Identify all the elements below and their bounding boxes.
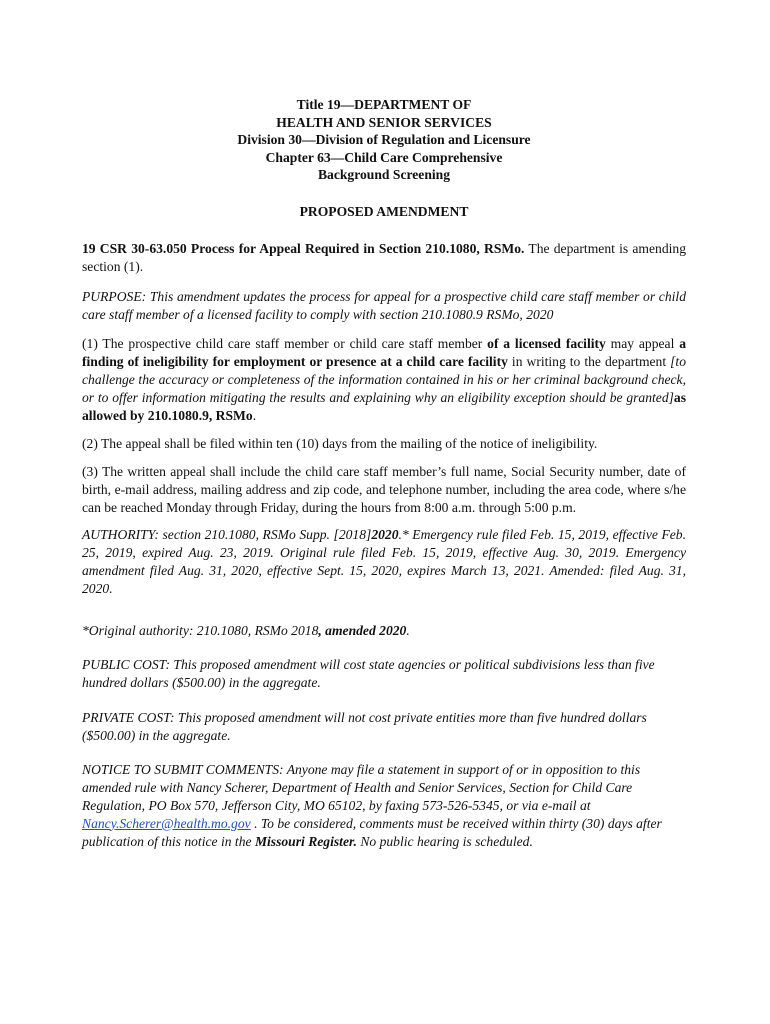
notice-text-a: NOTICE TO SUBMIT COMMENTS: Anyone may file a statement in support of or in opposition to this amended rule with Nancy Scherer, Department of Health and Senior Services, Section for Child Care Regulation, PO Box 570, Jefferson City, MO 65102, by faxing 573-526-5345, or via e-mail at <box>82 761 641 813</box>
notice-bold: Missouri Register. <box>254 833 357 849</box>
section-1-bold-a: of a licensed facility <box>487 335 606 351</box>
heading-title: Title 19—DEPARTMENT OF <box>296 97 472 112</box>
authority-bold: 2020 <box>371 526 399 542</box>
proposed-amendment-title: PROPOSED AMENDMENT <box>299 203 469 219</box>
public-cost-paragraph: PUBLIC COST: This proposed amendment will cost state agencies or political subdivisions less than five hundred dollars ($500.00) in the aggregate. <box>82 656 655 690</box>
section-1-bold-b: a finding of ineligibility for employment or presence at a child care facility <box>82 335 686 369</box>
rule-title: 19 CSR 30-63.050 Process for Appeal Required in Section 210.1080, RSMo. <box>82 240 525 256</box>
notice-text-b: . To be considered, comments must be received within thirty (30) days after publication of this notice in the <box>82 815 662 849</box>
section-2-paragraph: (2) The appeal shall be filed within ten (10) days from the mailing of the notice of ineligibility. <box>82 435 598 451</box>
heading-chapter-cont: Background Screening <box>317 167 451 182</box>
purpose-paragraph: PURPOSE: This amendment updates the process for appeal for a prospective child care staff member or child care staff member of a licensed facility to comply with section 210.1080.9 RSMo, 2020 <box>82 288 686 322</box>
authority-paragraph <box>82 526 686 598</box>
section-1-deleted-text: [to challenge the accuracy or completeness of the information contained in his or her criminal background check, or to offer information mitigating the results and explaining why an eligibility exception should be granted] <box>82 353 687 405</box>
authority-text-a: AUTHORITY: section 210.1080, RSMo Supp. [2018] <box>82 526 372 542</box>
rule-title-rest: The department is amending section (1). <box>82 240 686 274</box>
section-1-bold-c: as allowed by 210.1080.9, RSMo <box>82 389 686 423</box>
original-authority-paragraph <box>82 622 686 640</box>
notice-paragraph <box>82 761 686 851</box>
section-3-paragraph: (3) The written appeal shall include the child care staff member’s full name, Social Security number, date of birth, e-mail address, mailing address and zip code, and telephone number, including the area code, where s/he can be reached Monday through Friday, during the hours from 8:00 a.m. through 5:00 p.m. <box>82 463 686 515</box>
authority-text-b: .* Emergency rule filed Feb. 15, 2019, effective Feb. 25, 2019, expired Aug. 23, 2019. Original rule filed Feb. 15, 2019, effective Aug. 30, 2019. Emergency amendment filed Aug. 31, 2020, effective Sept. 15, 2020, expires March 13, 2021. Amended: filed Aug. 31, 2020. <box>82 526 687 596</box>
heading-department: HEALTH AND SENIOR SERVICES <box>276 114 492 130</box>
original-authority-text: *Original authority: 210.1080, RSMo 2018 <box>82 622 319 638</box>
email-link[interactable]: Nancy.Scherer@health.mo.gov <box>82 815 251 831</box>
document-heading <box>82 96 686 184</box>
original-authority-bold: , amended 2020 <box>318 622 407 638</box>
heading-chapter: Chapter 63—Child Care Comprehensive <box>265 149 503 165</box>
section-1-text-b: may appeal <box>605 335 680 351</box>
section-1-text-c: in writing to the department <box>507 353 671 369</box>
rule-title-paragraph <box>82 240 686 276</box>
notice-text-c: No public hearing is scheduled. <box>356 833 533 849</box>
section-1-text-a: (1) The prospective child care staff member or child care staff member <box>82 335 488 351</box>
section-1-paragraph <box>82 335 686 425</box>
heading-division: Division 30—Division of Regulation and Licensure <box>237 132 531 147</box>
section-1-text-d: . <box>252 407 257 423</box>
original-authority-end: . <box>406 622 410 638</box>
private-cost-paragraph: PRIVATE COST: This proposed amendment will not cost private entities more than five hundred dollars ($500.00) in the aggregate. <box>82 709 647 743</box>
